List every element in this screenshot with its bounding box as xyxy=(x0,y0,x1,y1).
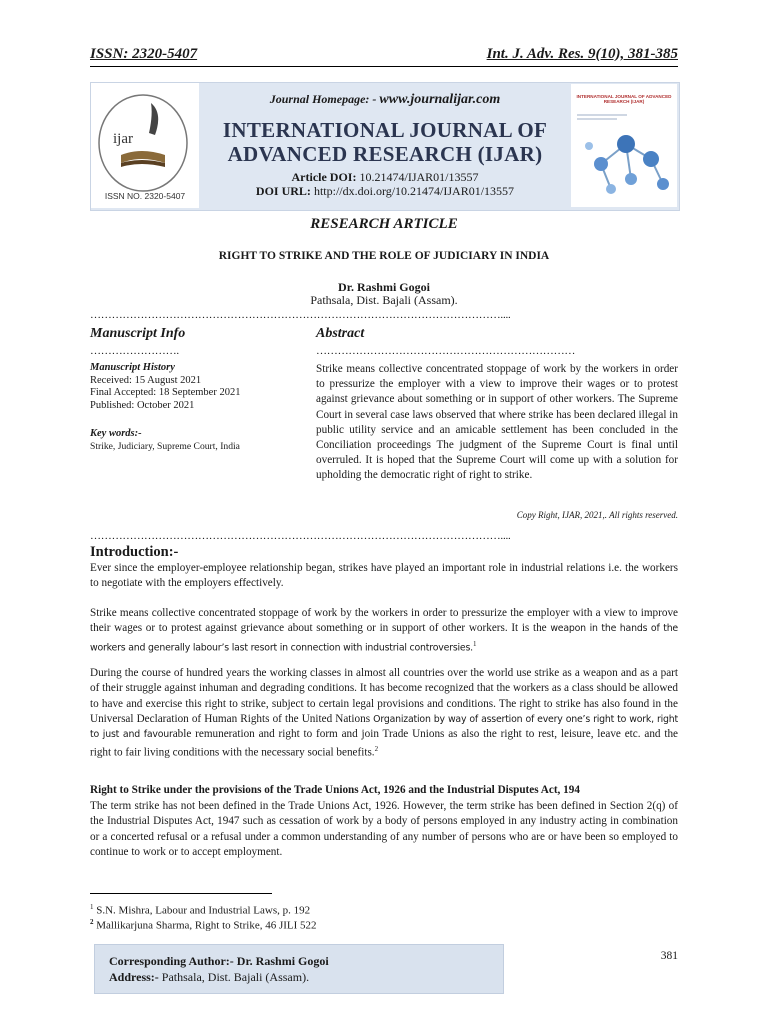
dotted-separator-left: ……………………. xyxy=(90,345,179,357)
journal-title-line1: INTERNATIONAL JOURNAL OF xyxy=(222,118,548,142)
logo-emblem-icon xyxy=(91,83,199,208)
dotted-separator-right: ……………………………………………………………… xyxy=(316,345,576,357)
corresponding-address xyxy=(109,970,309,985)
footnote-2 xyxy=(90,915,678,933)
footnote-2-text: Mallikarjuna Sharma, Right to Strike, 46 JILI 522 xyxy=(96,919,317,932)
dotted-separator-2: …………………………………………………………………………………………………….... xyxy=(90,530,511,542)
journal-logo xyxy=(91,83,199,208)
intro-paragraph-3 xyxy=(90,666,678,762)
cover-molecule-icon xyxy=(571,84,677,207)
address-value: Pathsala, Dist. Bajali (Assam). xyxy=(161,970,310,984)
keywords-list: Strike, Judiciary, Supreme Court, India xyxy=(90,440,240,452)
doi-label: Article DOI: xyxy=(291,170,357,184)
footnote-ref-2[interactable]: 2 xyxy=(374,745,379,754)
p3-text-a: During the course of hundred years the working classes in almost all countries over the world use strike as a weapon and as a part of their struggle against inhuman and degrading conditions. It has become recognized that the workers as a class should be allowed to have and exercise this right to strike, subject to certain legal provisions and conditions. The right to strike has also found in the Universal Declaration of Human Rights of the United Nations xyxy=(90,667,678,725)
footnote-ref-1[interactable]: 1 xyxy=(472,639,477,648)
history-label: Manuscript History xyxy=(90,362,175,373)
abstract-text: Strike means collective concentrated stoppage of work by the workers in order to pressurize the employer with a view to improve their wages or to protest against grievance about something or in support of other workers. The Supreme Court in several case laws observed that where strike has been declared illegal in public utility service and an amicable settlement has been concluded in the Conciliation proceedings The judgment of the Supreme Court is final until overruled. It is hoped that the Supreme Court will come up with a solution for upholding the democratic right of right to strike. xyxy=(316,363,678,482)
paper-title: RIGHT TO STRIKE AND THE ROLE OF JUDICIARY IN INDIA xyxy=(218,250,550,262)
doi-value: 10.21474/IJAR01/13557 xyxy=(359,170,479,184)
doi-block xyxy=(200,170,570,198)
keywords-label: Key words:- xyxy=(90,428,142,439)
abstract-heading: Abstract xyxy=(316,326,365,341)
intro-paragraph-2 xyxy=(90,606,678,656)
accepted-date: Final Accepted: 18 September 2021 xyxy=(90,387,241,398)
footnote-2-number: 2 xyxy=(90,918,94,926)
homepage-label: Journal Homepage: - xyxy=(269,92,377,106)
p3-handwritten-text: Organization by way of assertion of every one’s right to work, right to just and favour xyxy=(90,713,679,741)
intro-paragraph-1: Ever since the employer-employee relationship began, strikes have played an important role in industrial relations i.e. the workers to negotiate with the employers effectively. xyxy=(90,562,678,590)
issn-label: ISSN: 2320-5407 xyxy=(90,46,198,62)
page-number: 381 xyxy=(660,950,678,962)
running-header xyxy=(90,46,678,67)
cover-title: INTERNATIONAL JOURNAL OF ADVANCED RESEARCH (IJAR) xyxy=(576,94,672,105)
received-date: Received: 15 August 2021 xyxy=(90,374,202,386)
homepage-link[interactable]: www.journalijar.com xyxy=(379,92,501,107)
footnote-1-text: S.N. Mishra, Labour and Industrial Laws, p. 192 xyxy=(96,904,311,917)
logo-text: ijar xyxy=(113,131,133,147)
journal-homepage xyxy=(200,92,570,108)
footnote-divider xyxy=(90,893,272,894)
journal-title xyxy=(200,118,570,166)
corresponding-author-label: Corresponding Author:- Dr. Rashmi Gogoi xyxy=(109,954,329,968)
doi-url-link[interactable]: http://dx.doi.org/10.21474/IJAR01/13557 xyxy=(313,184,515,198)
p2-handwritten-text: weapon in the hands of the workers and generally labour’s last resort in connection with industrial controversies. xyxy=(90,623,679,654)
manuscript-history xyxy=(90,362,305,412)
published-date: Published: October 2021 xyxy=(90,399,195,411)
intro-paragraph-4: The term strike has not been defined in the Trade Unions Act, 1926. However, the term strike has been defined in Section 2(q) of the Industrial Disputes Act, 1947 such as cessation of work by a body of persons employed in any industry acting in combination or a concerted refusal or a refusal under a common understanding of any number of persons who are or have been so employed to continue to work or to accept employment. xyxy=(90,800,678,858)
manuscript-info-heading: Manuscript Info xyxy=(90,326,186,341)
author-name: Dr. Rashmi Gogoi xyxy=(338,280,430,294)
journal-cover xyxy=(571,84,677,207)
author-affiliation: Pathsala, Dist. Bajali (Assam). xyxy=(310,293,458,307)
footnote-1-number: 1 xyxy=(90,903,94,911)
p2-text: Strike means collective concentrated stoppage of work by the workers in order to pressurize the employer with a view to improve their wages or to protest against grievance about something or in support of other workers. It is the xyxy=(90,607,678,635)
journal-title-line2: ADVANCED RESEARCH (IJAR) xyxy=(227,142,543,166)
keywords-block xyxy=(90,428,305,453)
introduction-heading: Introduction:- xyxy=(90,544,179,560)
logo-issn: ISSN NO. 2320-5407 xyxy=(104,191,186,201)
p3-text-b: able remuneration and right to form and join Trade Unions as also the right to rest, leisure, leave etc. and the right to fair living conditions with the necessary social benefits. xyxy=(90,728,679,760)
address-label: Address:- xyxy=(109,970,159,984)
corresponding-author-box xyxy=(94,944,504,994)
doi-url-label: DOI URL: xyxy=(255,184,311,198)
section-subheading: Right to Strike under the provisions of the Trade Unions Act, 1926 and the Industrial Disputes Act, 194 xyxy=(90,784,580,796)
copyright-notice: Copy Right, IJAR, 2021,. All rights reserved. xyxy=(516,510,678,520)
article-type: RESEARCH ARTICLE xyxy=(310,216,458,232)
citation-label: Int. J. Adv. Res. 9(10), 381-385 xyxy=(486,46,678,62)
dotted-separator: …………………………………………………………………………………………………….... xyxy=(90,309,511,321)
